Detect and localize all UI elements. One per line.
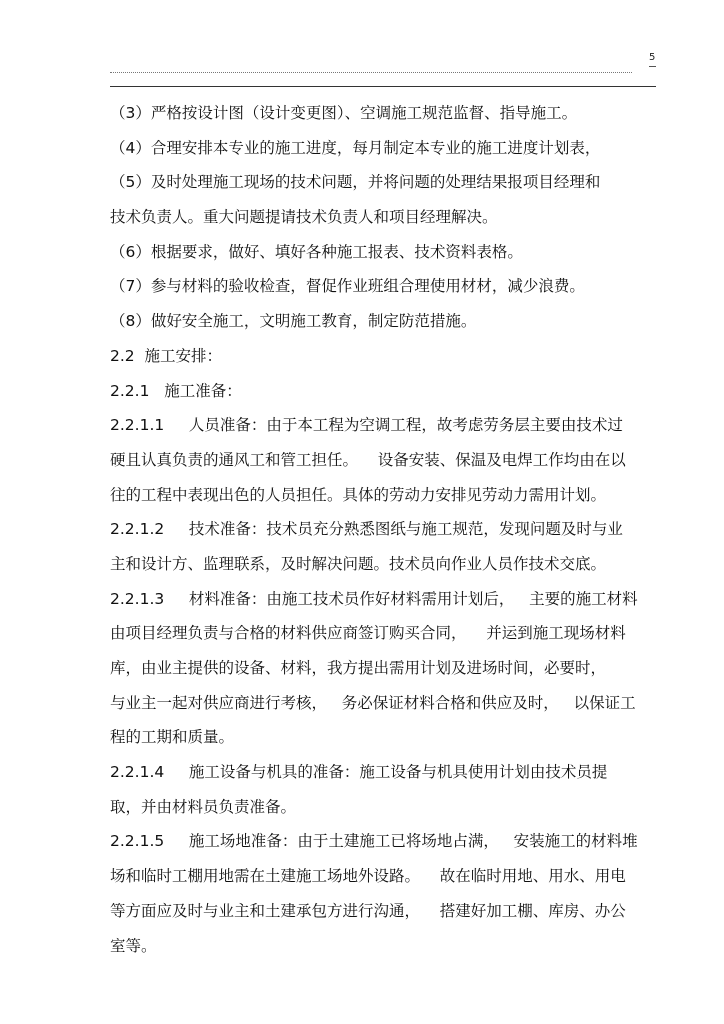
text-line: （4）合理安排本专业的施工进度，每月制定本专业的施工进度计划表， [110,138,601,157]
text-line: 2.2.1.3 材料准备：由施工技术员作好材料需用计划后， 主要的施工材料 [110,589,638,608]
text-line: 2.2.1.5 施工场地准备：由于土建施工已将场地占满， 安装施工的材料堆 [110,832,638,851]
header-solid-rule [110,86,656,87]
text-line: 2.2.1.4 施工设备与机具的准备：施工设备与机具使用计划由技术员提 [110,763,608,782]
text-line: 往的工程中表现出色的人员担任。具体的劳动力安排见劳动力需用计划。 [110,485,607,504]
text-line: 硬且认真负责的通风工和管工担任。 设备安装、保温及电焊工作均由在以 [110,450,626,469]
text-line: 技术负责人。重大问题提请技术负责人和项目经理解决。 [110,208,498,227]
text-line: （3）严格按设计图（设计变更图）、空调施工规范监督、指导施工。 [110,104,578,122]
text-line: 场和临时工棚用地需在土建施工场地外设路。 故在临时用地、用水、用电 [110,867,626,886]
text-line: （6）根据要求，做好、填好各种施工报表、技术资料表格。 [110,242,523,261]
text-line: 程的工期和质量。 [110,728,235,747]
document-body [110,96,656,963]
page-number: 5 [649,52,656,63]
text-line: 库，由业主提供的设备、材料，我方提出需用计划及进场时间，必要时， [110,659,607,677]
text-line: （7）参与材料的验收检查，督促作业班组合理使用材材，减少浪费。 [110,277,585,296]
text-line: 2.2.1.2 技术准备：技术员充分熟悉图纸与施工规范，发现问题及时与业 [110,520,623,539]
page-number-underline [649,66,656,67]
text-line: 主和设计方、监理联系，及时解决问题。技术员向作业人员作技术交底。 [110,554,607,573]
text-line: 室等。 [110,936,157,955]
text-line: 等方面应及时与业主和土建承包方进行沟通， 搭建好加工棚、库房、办公 [110,901,626,920]
text-line: 与业主一起对供应商进行考核， 务必保证材料合格和供应及时， 以保证工 [110,693,636,712]
header-dotted-rule [110,72,632,73]
text-line: （8）做好安全施工，文明施工教育，制定防范措施。 [110,312,477,331]
text-line: （5）及时处理施工现场的技术问题，并将问题的处理结果报项目经理和 [110,173,601,192]
text-line: 2.2.1.1 人员准备：由于本工程为空调工程，故考虑劳务层主要由技术过 [110,416,623,435]
text-line: 取，并由材料员负责准备。 [110,797,297,816]
section-heading: 2.2.1 施工准备： [110,381,242,400]
text-line: 由项目经理负责与合格的材料供应商签订购买合同， 并运到施工现场材料 [110,624,626,643]
section-heading: 2.2 施工安排： [110,346,223,365]
